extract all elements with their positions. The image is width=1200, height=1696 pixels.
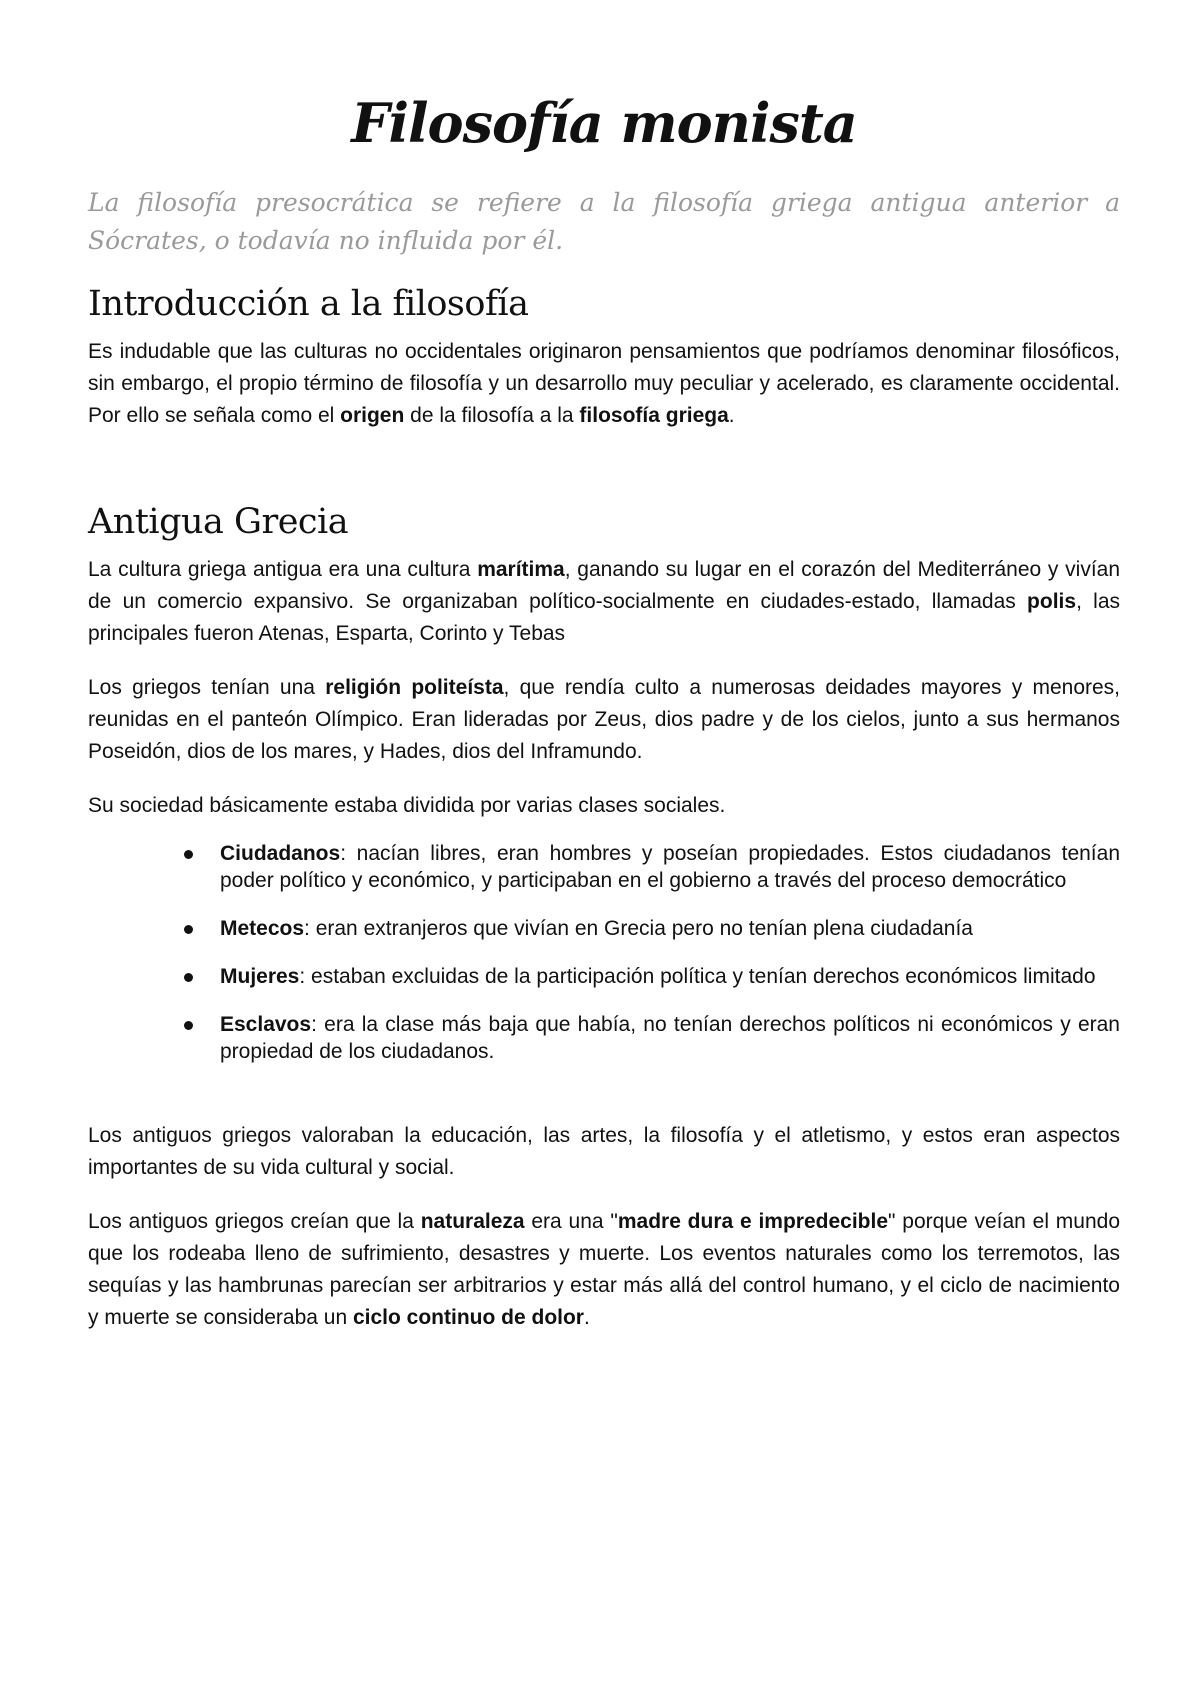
heading-antigua-grecia: Antigua Grecia bbox=[88, 502, 349, 542]
bold-filosofia-griega: filosofía griega bbox=[579, 404, 729, 427]
list-item-metecos: Metecos: eran extranjeros que vivían en Grecia pero no tenían plena ciudadanía bbox=[220, 915, 1120, 942]
document-subtitle: La filosofía presocrática se refiere a la filosofía griega antigua anterior a Sócrates, o todavía no influida por él. bbox=[88, 188, 1120, 255]
bold-ciclo-dolor: ciclo continuo de dolor bbox=[352, 1306, 584, 1329]
paragraph-introduccion: Es indudable que las culturas no occidentales originaron pensamientos que podríamos denominar filosóficos, sin embargo, el propio término de filosofía y un desarrollo muy peculiar y acelerado, es claramente occidental. Por ello se señala como el origen de la filosofía a la filosofía griega. bbox=[88, 340, 1120, 427]
paragraph-educacion: Los antiguos griegos valoraban la educación, las artes, la filosofía y el atletismo, y estos eran aspectos importantes de su vida cultural y social. bbox=[88, 1124, 1120, 1179]
paragraph-sociedad: Su sociedad básicamente estaba dividida por varias clases sociales. bbox=[88, 794, 726, 817]
list-item-ciudadanos: Ciudadanos: nacían libres, eran hombres y poseían propiedades. Estos ciudadanos tenían poder político y económico, y participaban en el gobierno a través del proceso democrático bbox=[220, 840, 1120, 894]
document-title: Filosofía monista bbox=[351, 91, 857, 155]
paragraph-religion: Los griegos tenían una religión politeísta, que rendía culto a numerosas deidades mayores y menores, reunidas en el panteón Olímpico. Eran lideradas por Zeus, dios padre y de los cielos, junto a sus hermanos Poseidón, dios de los mares, y Hades, dios del Inframundo. bbox=[88, 676, 1121, 763]
list-item-mujeres: Mujeres: estaban excluidas de la participación política y tenían derechos económicos limitado bbox=[220, 963, 1120, 990]
bold-maritima: marítima bbox=[477, 558, 565, 581]
bullet-icon bbox=[184, 1021, 193, 1030]
bullet-icon bbox=[184, 850, 193, 859]
heading-introduccion: Introducción a la filosofía bbox=[88, 284, 529, 324]
paragraph-cultura-maritima: La cultura griega antigua era una cultura marítima, ganando su lugar en el corazón del Mediterráneo y vivían de un comercio expansivo. Se organizaban político-socialmente en ciudades-estado, llamadas polis, las principales fueron Atenas, Esparta, Corinto y Tebas bbox=[88, 558, 1121, 645]
bold-origen: origen bbox=[340, 404, 405, 427]
bold-polis: polis bbox=[1027, 590, 1077, 613]
bold-naturaleza: naturaleza bbox=[420, 1210, 525, 1233]
bold-madre-dura: madre dura e impredecible bbox=[617, 1210, 889, 1233]
bold-religion-politeista: religión politeísta bbox=[325, 676, 504, 699]
paragraph-naturaleza: Los antiguos griegos creían que la naturaleza era una "madre dura e impredecible" porque veían el mundo que los rodeaba lleno de sufrimiento, desastres y muerte. Los eventos naturales como los terremotos, las sequías y las hambrunas parecían ser arbitrarios y estar más allá del control humano, y el ciclo de nacimiento y muerte se consideraba un ciclo continuo de dolor. bbox=[88, 1210, 1120, 1329]
list-item-esclavos: Esclavos: era la clase más baja que había, no tenían derechos políticos ni económicos y eran propiedad de los ciudadanos. bbox=[220, 1011, 1120, 1065]
bullet-icon bbox=[184, 973, 193, 982]
bullet-icon bbox=[184, 925, 193, 934]
social-classes-list bbox=[220, 840, 1120, 1086]
